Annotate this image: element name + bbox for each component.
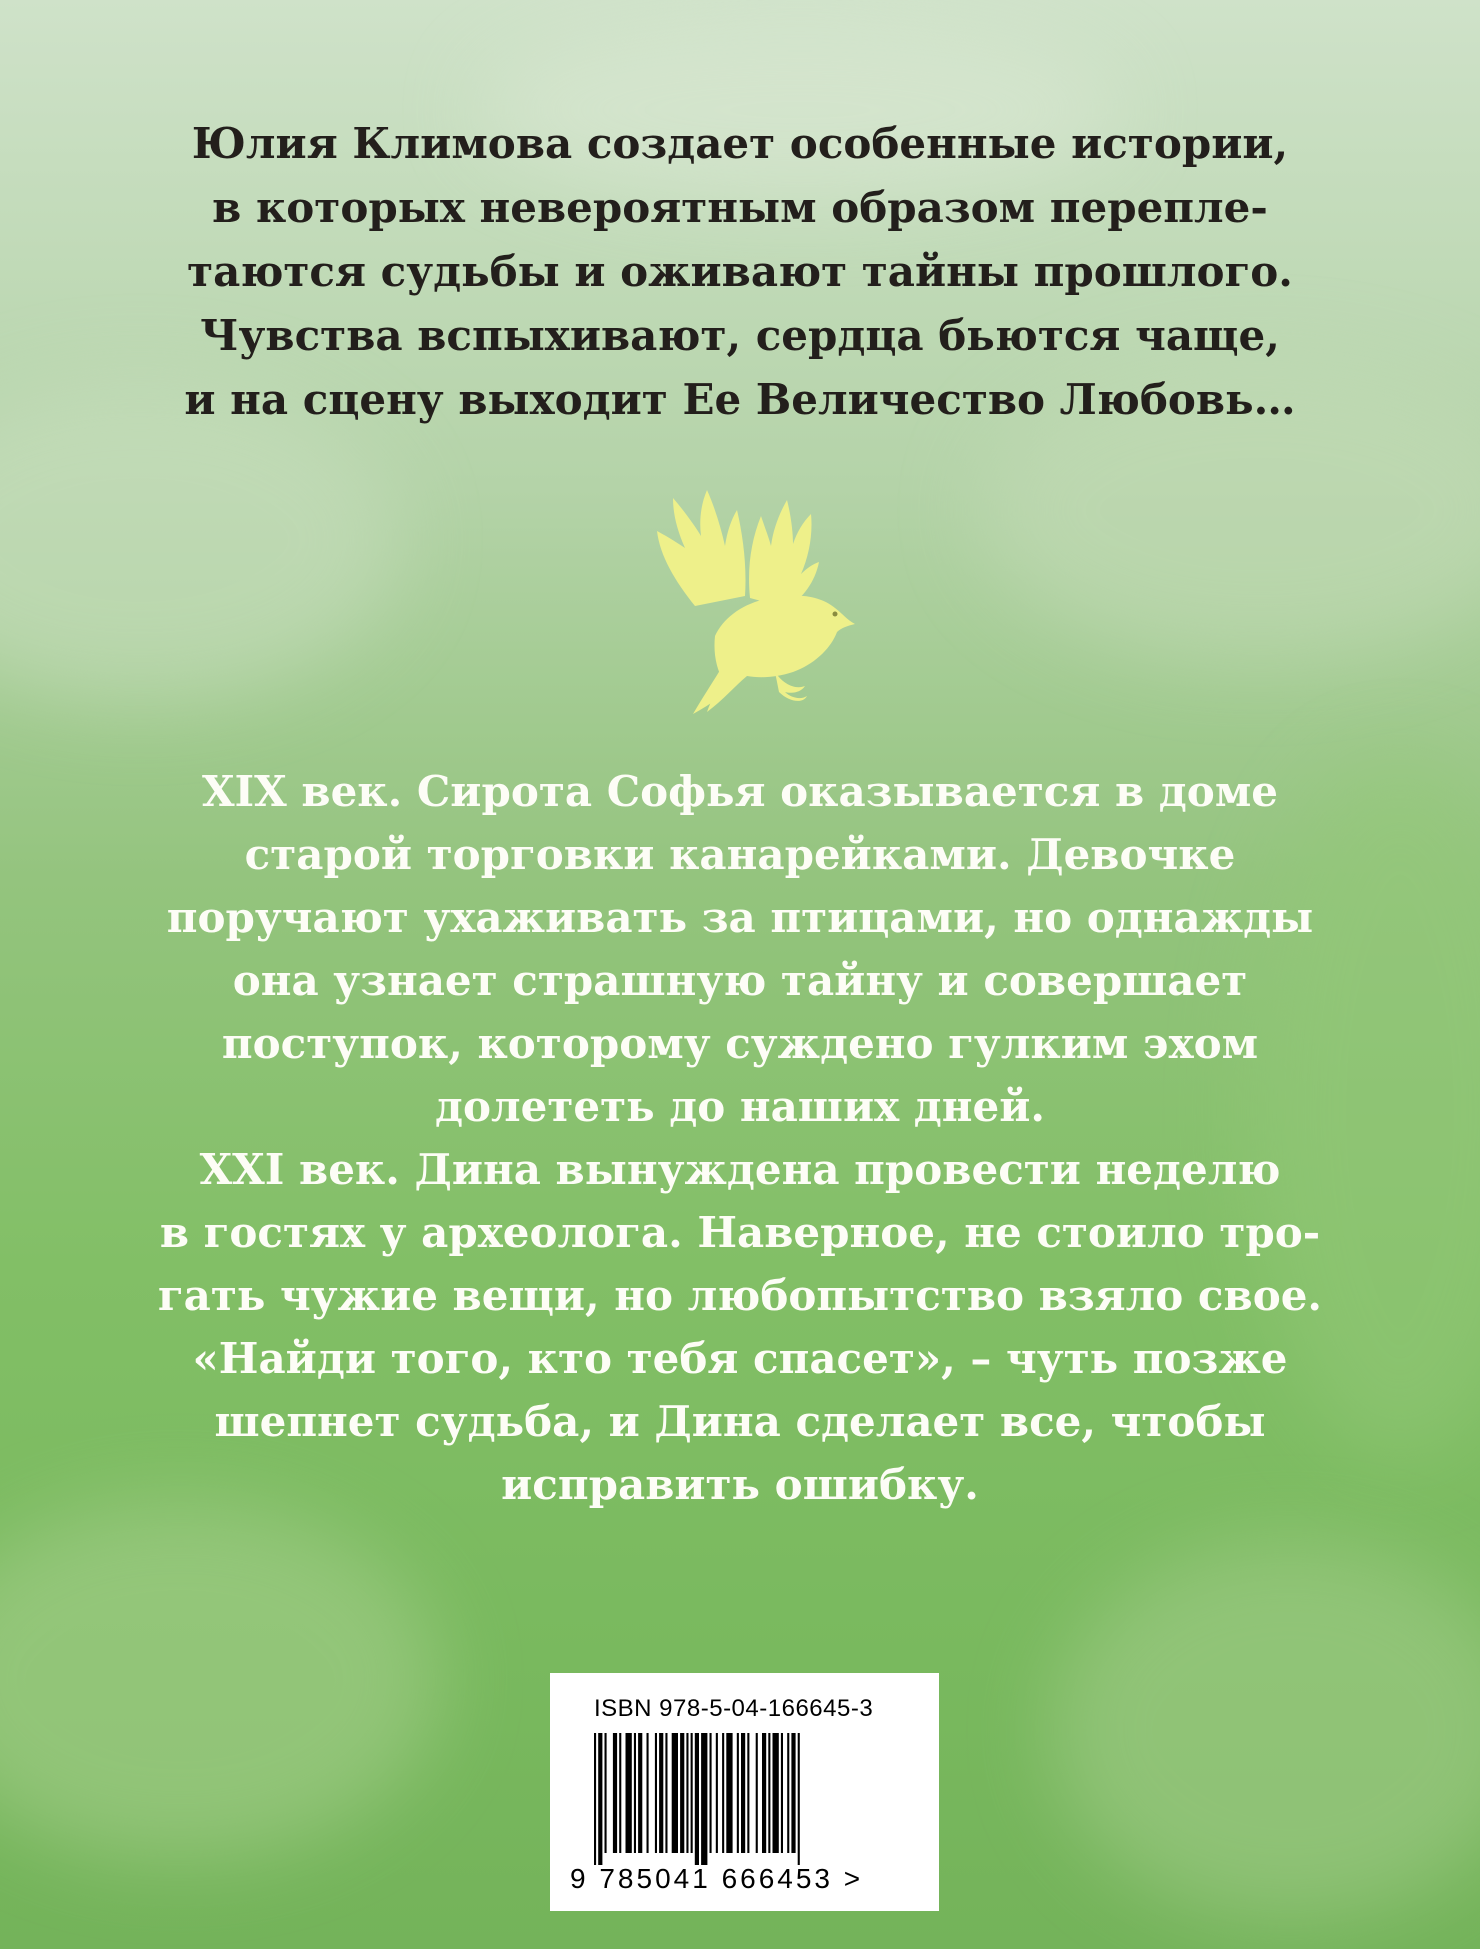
tagline-line: таются судьбы и оживают тайны прошлого. bbox=[187, 247, 1293, 296]
tagline-line: и на сцену выходит Ее Величество Любовь… bbox=[184, 375, 1296, 424]
barcode-bar bbox=[655, 1733, 657, 1853]
isbn-barcode-block bbox=[550, 1673, 939, 1911]
barcode-bar bbox=[726, 1733, 732, 1853]
synopsis-line: поступок, которому суждено гулким эхом bbox=[221, 1019, 1259, 1068]
barcode-bar bbox=[691, 1733, 693, 1853]
barcode-bar bbox=[672, 1733, 678, 1853]
barcode-bar bbox=[737, 1733, 739, 1853]
barcode-bar bbox=[598, 1733, 602, 1865]
cloud-decoration bbox=[1050, 1540, 1480, 1920]
cloud-decoration bbox=[0, 1500, 440, 1860]
barcode-bar bbox=[762, 1733, 766, 1853]
barcode-bar bbox=[638, 1733, 642, 1853]
synopsis-line: шепнет судьба, и Дина сделает все, чтобы bbox=[214, 1397, 1266, 1446]
tagline-line: в которых невероятным образом перепле- bbox=[212, 183, 1268, 232]
barcode-bar bbox=[626, 1733, 632, 1853]
synopsis-line: в гостях у археолога. Наверное, не стоило тро- bbox=[159, 1208, 1321, 1257]
barcode-bar bbox=[722, 1733, 724, 1853]
barcode-bar bbox=[665, 1733, 667, 1853]
barcode-bar bbox=[680, 1733, 684, 1853]
barcode-bar bbox=[701, 1733, 707, 1865]
barcode-bar bbox=[695, 1733, 699, 1865]
book-synopsis bbox=[140, 760, 1340, 1516]
barcode-bar bbox=[647, 1733, 649, 1853]
barcode-bar bbox=[791, 1733, 795, 1853]
barcode-icon bbox=[594, 1733, 894, 1865]
isbn-label: ISBN 978-5-04-166645-3 bbox=[594, 1695, 874, 1722]
synopsis-line: поручают ухаживать за птицами, но однажды bbox=[166, 893, 1314, 942]
barcode-bar bbox=[773, 1733, 779, 1853]
barcode-bar bbox=[605, 1733, 607, 1853]
synopsis-line: она узнает страшную тайну и совершает bbox=[232, 956, 1248, 1005]
synopsis-line: исправить ошибку. bbox=[501, 1460, 979, 1509]
canary-bird-icon bbox=[655, 486, 865, 716]
barcode-bar bbox=[613, 1733, 617, 1853]
barcode-bar bbox=[710, 1733, 712, 1853]
synopsis-line: гать чужие вещи, но любопытство взяло свое. bbox=[157, 1271, 1323, 1320]
barcode-bar bbox=[634, 1733, 636, 1853]
barcode-bar bbox=[741, 1733, 745, 1853]
barcode-bar bbox=[787, 1733, 789, 1853]
synopsis-line: «Найди того, кто тебя спасет», – чуть позже bbox=[192, 1334, 1288, 1383]
barcode-bar bbox=[781, 1733, 783, 1853]
synopsis-line: XIX век. Сирота Софья оказывается в доме bbox=[201, 767, 1279, 816]
synopsis-line: долететь до наших дней. bbox=[434, 1082, 1045, 1131]
tagline-line: Чувства вспыхивают, сердца бьются чаще, bbox=[200, 311, 1280, 360]
barcode-bar bbox=[619, 1733, 621, 1853]
barcode-bar bbox=[659, 1733, 663, 1853]
author-tagline bbox=[140, 112, 1340, 432]
tagline-line: Юлия Климова создает особенные истории, bbox=[191, 119, 1289, 168]
ean-digits: 9 785041 666453 > bbox=[570, 1863, 864, 1894]
barcode-bar bbox=[768, 1733, 770, 1853]
synopsis-line: XXI век. Дина вынуждена провести неделю bbox=[199, 1145, 1281, 1194]
barcode-bar bbox=[756, 1733, 758, 1853]
barcode-bar bbox=[686, 1733, 688, 1853]
barcode-bar bbox=[594, 1733, 596, 1865]
barcode-bar bbox=[747, 1733, 749, 1853]
barcode-bar bbox=[798, 1733, 800, 1865]
synopsis-line: старой торговки канарейками. Девочке bbox=[244, 830, 1236, 879]
barcode-bar bbox=[716, 1733, 718, 1853]
